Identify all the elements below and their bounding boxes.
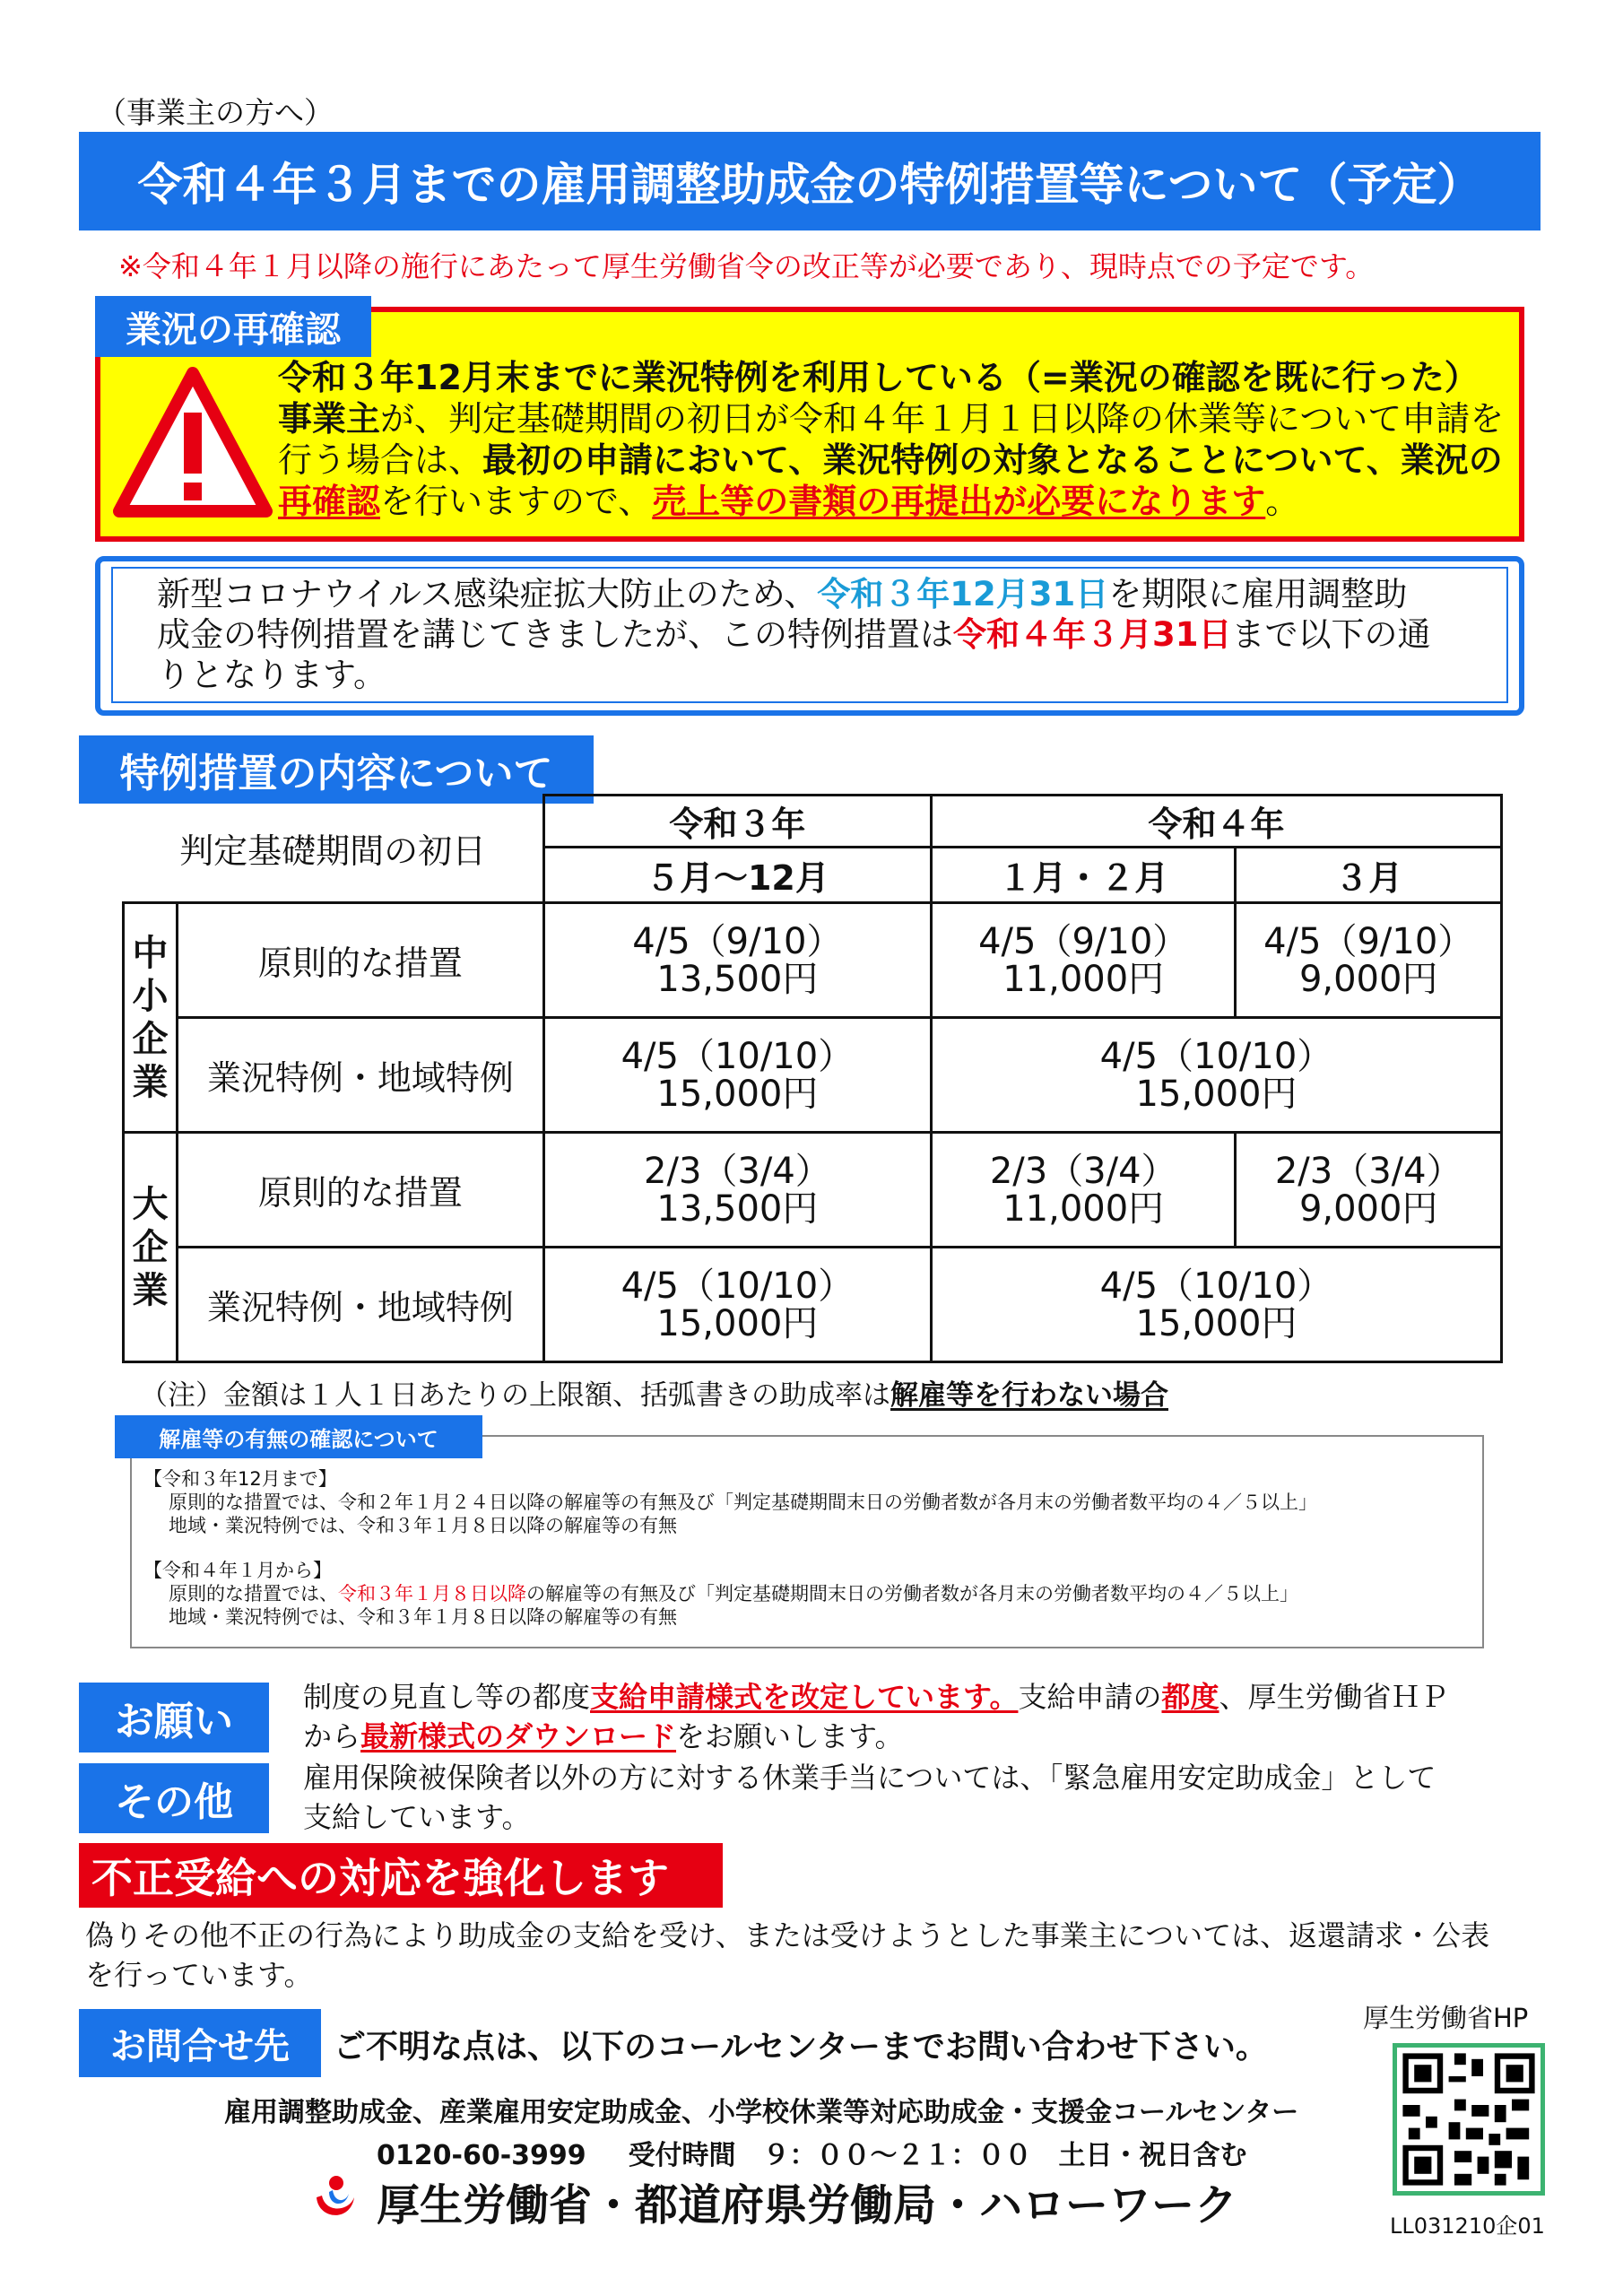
- table-cell: 4/5（9/10） 9,000円: [1236, 903, 1502, 1018]
- section-title: 特例措置の内容について: [79, 735, 594, 804]
- warning-line-1: 令和３年12月末までに業況特例を利用している（=業況の確認を既に行った）: [278, 358, 1479, 397]
- table-cell: 4/5（9/10） 13,500円: [543, 903, 931, 1018]
- dismissal-text: 【令和３年12月まで】 原則的な措置では、令和２年１月２４日以降の解雇等の有無及び「判定基礎期間末日の労働者数が各月末の労働者数平均の４／５以上」 地域・業況特例では、令和３年１月８日以降の解雇等の有無 【令和４年１月から】 原則的な措置では、令和３年１月８日以降の解雇等の有無及び「判定基礎期間末日の労働者数が各月末の労働者数平均の４／５以上」 地域・業況特例では、令和３年１月８日以降の解雇等の有無: [143, 1468, 1317, 1628]
- intro-text: 新型コロナウイルス感染症拡大防止のため、令和３年12月31日を期限に雇用調整助 成金の特例措置を講じてきましたが、この特例措置は令和４年３月31日まで以下の通 りとなります。: [157, 575, 1431, 694]
- warning-line-2: 事業主が、判定基礎期間の初日が令和４年１月１日以降の休業等について申請を: [278, 399, 1505, 439]
- table-cell: 4/5（10/10） 15,000円: [543, 1018, 931, 1133]
- subsidy-table: [122, 794, 1503, 1363]
- warning-icon: [112, 366, 273, 518]
- period-header-2: １月・２月: [931, 848, 1235, 903]
- year-header-r4: 令和４年: [931, 796, 1501, 848]
- table-cell: 2/3（3/4） 9,000円: [1236, 1133, 1502, 1248]
- row-label-special: 業況特例・地域特例: [177, 1248, 543, 1362]
- row-label-special: 業況特例・地域特例: [177, 1018, 543, 1133]
- table-cell: 4/5（10/10） 15,000円: [543, 1248, 931, 1362]
- request-tag: お願い: [79, 1683, 269, 1752]
- fraud-tag: 不正受給への対応を強化します: [79, 1843, 723, 1908]
- request-text: 制度の見直し等の都度支給申請様式を改定しています。支給申請の都度、厚生労働省ＨＰ から最新様式のダウンロードをお願いします。: [303, 1680, 1449, 1753]
- table-cell: 4/5（9/10） 11,000円: [931, 903, 1235, 1018]
- contact-org: 厚生労働省・都道府県労働局・ハローワーク: [377, 2180, 1238, 2231]
- year-header-r3: 令和３年: [543, 796, 931, 848]
- contact-phone[interactable]: 0120-60-3999: [377, 2140, 586, 2171]
- warning-tag: 業況の再確認: [95, 296, 371, 357]
- table-cell: 2/3（3/4） 11,000円: [931, 1133, 1235, 1248]
- qr-label: 厚生労働省HP: [1363, 2003, 1529, 2033]
- table-cell: 4/5（10/10） 15,000円: [931, 1018, 1501, 1133]
- period-header-3: ３月: [1236, 848, 1502, 903]
- qr-code-frame[interactable]: [1393, 2043, 1545, 2196]
- large-label: 大 企 業: [124, 1133, 178, 1362]
- audience-label: （事業主の方へ）: [97, 95, 334, 130]
- warning-line-4: 再確認を行いますので、売上等の書類の再提出が必要になります。: [278, 482, 1300, 521]
- dismissal-tag: 解雇等の有無の確認について: [115, 1415, 482, 1458]
- other-text: 雇用保険被保険者以外の方に対する休業手当については、「緊急雇用安定助成金」として 支給しています。: [303, 1761, 1436, 1834]
- contact-hours-line: 0120-60-3999 受付時間 ９：００～２１：００ 土日・祝日含む: [377, 2140, 1247, 2171]
- table-cell: 2/3（3/4） 13,500円: [543, 1133, 931, 1248]
- fraud-text: 偽りその他不正の行為により助成金の支給を受け、または受けようとした事業主については、返還請求・公表 を行っています。: [85, 1918, 1490, 1992]
- row-label-principle: 原則的な措置: [177, 903, 543, 1018]
- document-code: LL031210企01: [1390, 2213, 1545, 2239]
- table-corner: 判定基礎期間の初日: [124, 796, 544, 903]
- title-note: ※令和４年１月以降の施行にあたって厚生労働省令の改正等が必要であり、現時点での予定です。: [118, 249, 1375, 283]
- other-tag: その他: [79, 1763, 269, 1833]
- page-title: 令和４年３月までの雇用調整助成金の特例措置等について（予定）: [79, 132, 1541, 230]
- warning-line-3: 行う場合は、最初の申請において、業況特例の対象となることについて、業況の: [278, 440, 1503, 480]
- warning-text: [278, 357, 1515, 522]
- contact-tag: お問合せ先: [79, 2009, 321, 2077]
- qr-code-icon: [1397, 2048, 1541, 2191]
- table-note: （注）金額は１人１日あたりの上限額、括弧書きの助成率は解雇等を行わない場合: [140, 1379, 1168, 1412]
- contact-lead: ご不明な点は、以下のコールセンターまでお問い合わせ下さい。: [334, 2029, 1268, 2066]
- period-header-1: ５月～12月: [543, 848, 931, 903]
- contact-center: 雇用調整助成金、産業雇用安定助成金、小学校休業等対応助成金・支援金コールセンター: [224, 2097, 1299, 2128]
- row-label-principle: 原則的な措置: [177, 1133, 543, 1248]
- mhlw-logo: [309, 2170, 360, 2226]
- sme-label: 中 小 企 業: [124, 903, 178, 1133]
- table-cell: 4/5（10/10） 15,000円: [931, 1248, 1501, 1362]
